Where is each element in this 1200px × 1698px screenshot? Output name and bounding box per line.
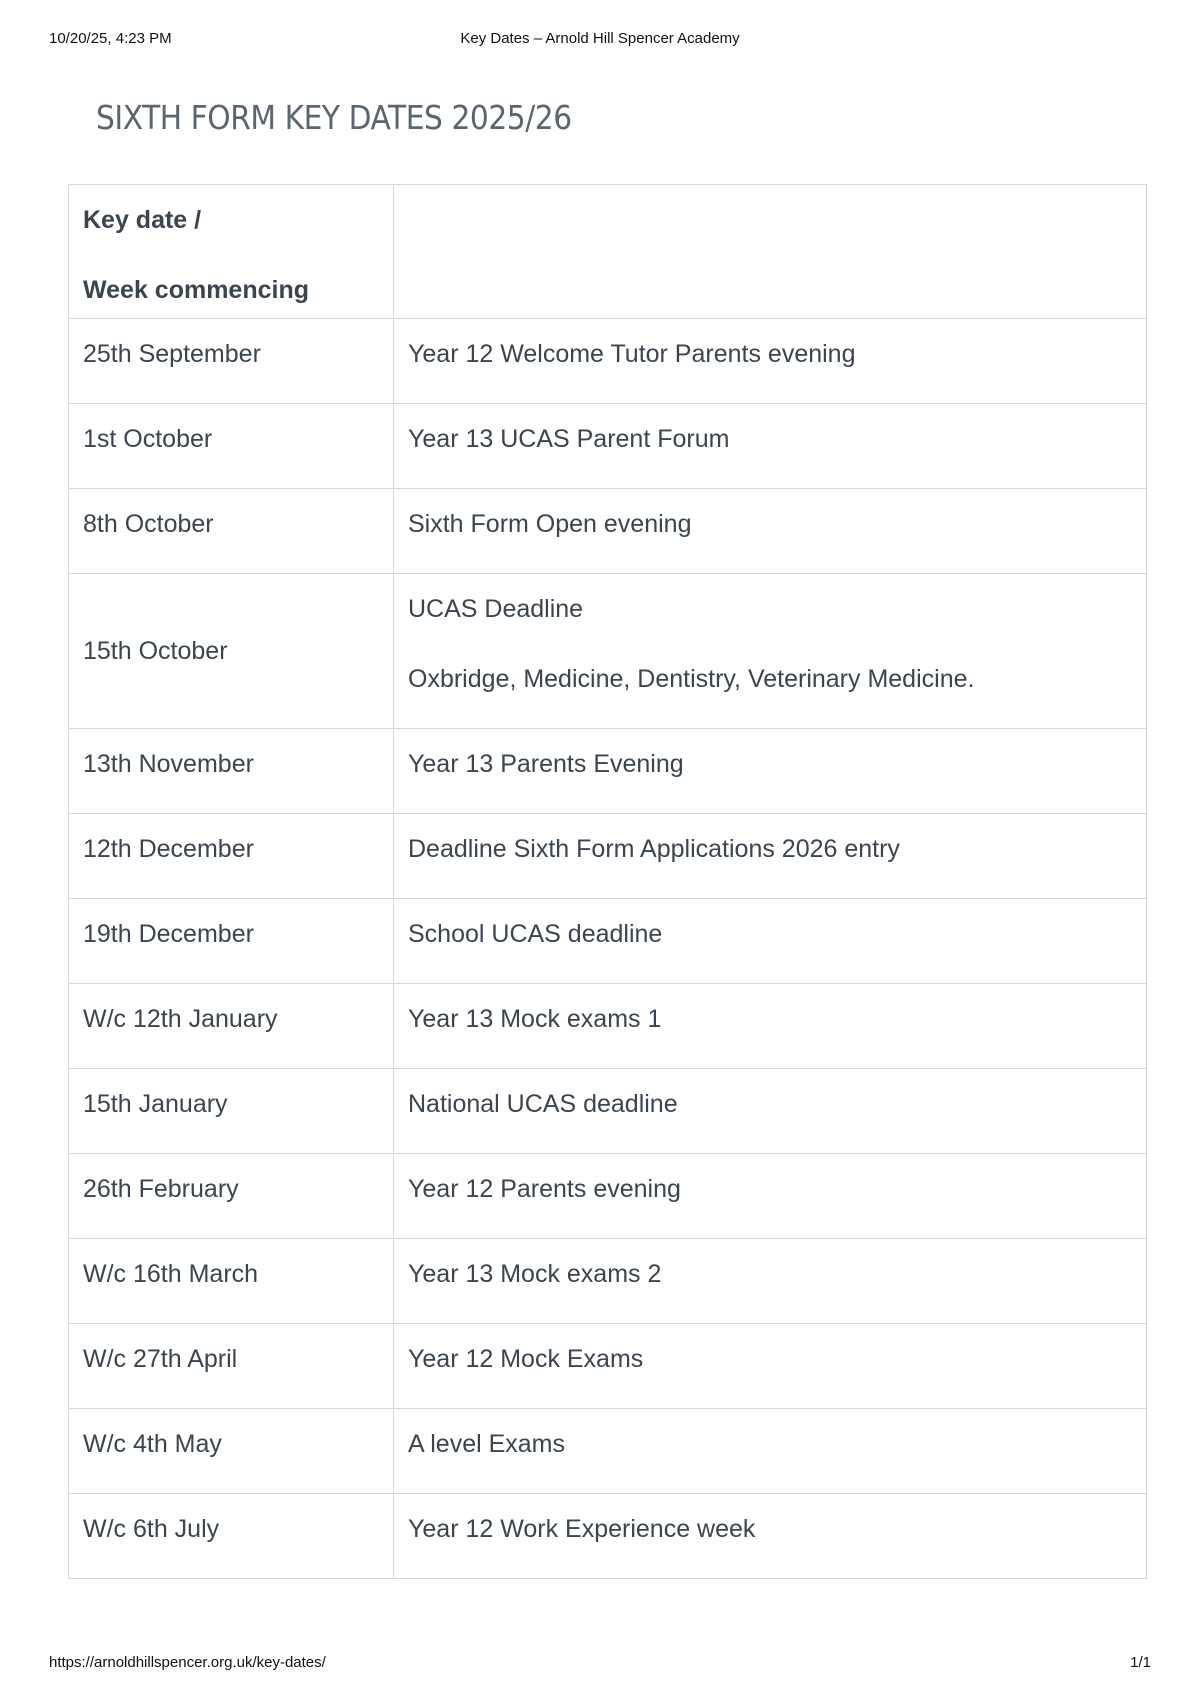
event-text: Oxbridge, Medicine, Dentistry, Veterinary Medicine. <box>408 665 975 693</box>
header-event <box>394 185 1147 319</box>
table-row <box>69 814 1147 899</box>
table-row <box>69 574 1147 729</box>
print-datetime: 10/20/25, 4:23 PM <box>49 30 172 47</box>
event-cell <box>394 899 1147 984</box>
page-title: SIXTH FORM KEY DATES 2025/26 <box>96 98 572 137</box>
event-text: National UCAS deadline <box>408 1090 678 1118</box>
table-row <box>69 1494 1147 1579</box>
event-text: Deadline Sixth Form Applications 2026 entry <box>408 835 900 863</box>
event-text: Year 12 Work Experience week <box>408 1515 756 1543</box>
key-date-cell: 8th October <box>69 489 394 574</box>
event-text: UCAS Deadline <box>408 595 584 623</box>
event-cell <box>394 574 1147 729</box>
event-text: A level Exams <box>408 1430 566 1458</box>
event-text: Year 12 Welcome Tutor Parents evening <box>408 340 856 368</box>
print-footer <box>0 1654 1200 1674</box>
key-date-cell: 12th December <box>69 814 394 899</box>
event-cell <box>394 404 1147 489</box>
event-cell <box>394 1409 1147 1494</box>
table-row <box>69 489 1147 574</box>
event-cell <box>394 729 1147 814</box>
key-date-cell: W/c 16th March <box>69 1239 394 1324</box>
table-header-row <box>69 185 1147 319</box>
event-cell <box>394 814 1147 899</box>
print-header <box>0 30 1200 50</box>
table-row <box>69 319 1147 404</box>
key-date-cell: W/c 6th July <box>69 1494 394 1579</box>
header-key-date <box>69 185 394 319</box>
table-row <box>69 1069 1147 1154</box>
event-text: Year 13 Parents Evening <box>408 750 684 778</box>
key-dates-table <box>68 184 1147 1579</box>
table-row <box>69 404 1147 489</box>
key-date-cell: 26th February <box>69 1154 394 1239</box>
event-text: Year 13 Mock exams 1 <box>408 1005 662 1033</box>
key-date-cell: W/c 4th May <box>69 1409 394 1494</box>
event-cell <box>394 1154 1147 1239</box>
print-url: https://arnoldhillspencer.org.uk/key-dates/ <box>49 1654 326 1671</box>
key-date-cell: W/c 27th April <box>69 1324 394 1409</box>
event-text: Year 12 Parents evening <box>408 1175 681 1203</box>
key-date-cell: 25th September <box>69 319 394 404</box>
event-text: Sixth Form Open evening <box>408 510 692 538</box>
key-date-cell: 15th January <box>69 1069 394 1154</box>
event-text: School UCAS deadline <box>408 920 663 948</box>
event-cell <box>394 319 1147 404</box>
table-row <box>69 1324 1147 1409</box>
key-date-cell: 1st October <box>69 404 394 489</box>
header-key-date-line1: Key date / <box>83 206 202 234</box>
table-row <box>69 1154 1147 1239</box>
key-date-cell: 13th November <box>69 729 394 814</box>
table-row <box>69 729 1147 814</box>
table-row <box>69 1239 1147 1324</box>
table-row <box>69 899 1147 984</box>
key-date-cell: W/c 12th January <box>69 984 394 1069</box>
print-page-number: 1/1 <box>1130 1654 1151 1671</box>
print-page-title: Key Dates – Arnold Hill Spencer Academy <box>460 30 740 47</box>
event-text: Year 13 UCAS Parent Forum <box>408 425 730 453</box>
key-date-cell: 19th December <box>69 899 394 984</box>
event-cell <box>394 1239 1147 1324</box>
key-date-cell: 15th October <box>69 574 394 729</box>
table-row <box>69 984 1147 1069</box>
event-cell <box>394 984 1147 1069</box>
header-key-date-line2: Week commencing <box>83 276 310 304</box>
event-cell <box>394 1324 1147 1409</box>
key-dates-body <box>69 319 1147 1579</box>
table-row <box>69 1409 1147 1494</box>
event-text: Year 13 Mock exams 2 <box>408 1260 662 1288</box>
event-cell <box>394 489 1147 574</box>
event-cell <box>394 1069 1147 1154</box>
event-cell <box>394 1494 1147 1579</box>
event-text: Year 12 Mock Exams <box>408 1345 644 1373</box>
